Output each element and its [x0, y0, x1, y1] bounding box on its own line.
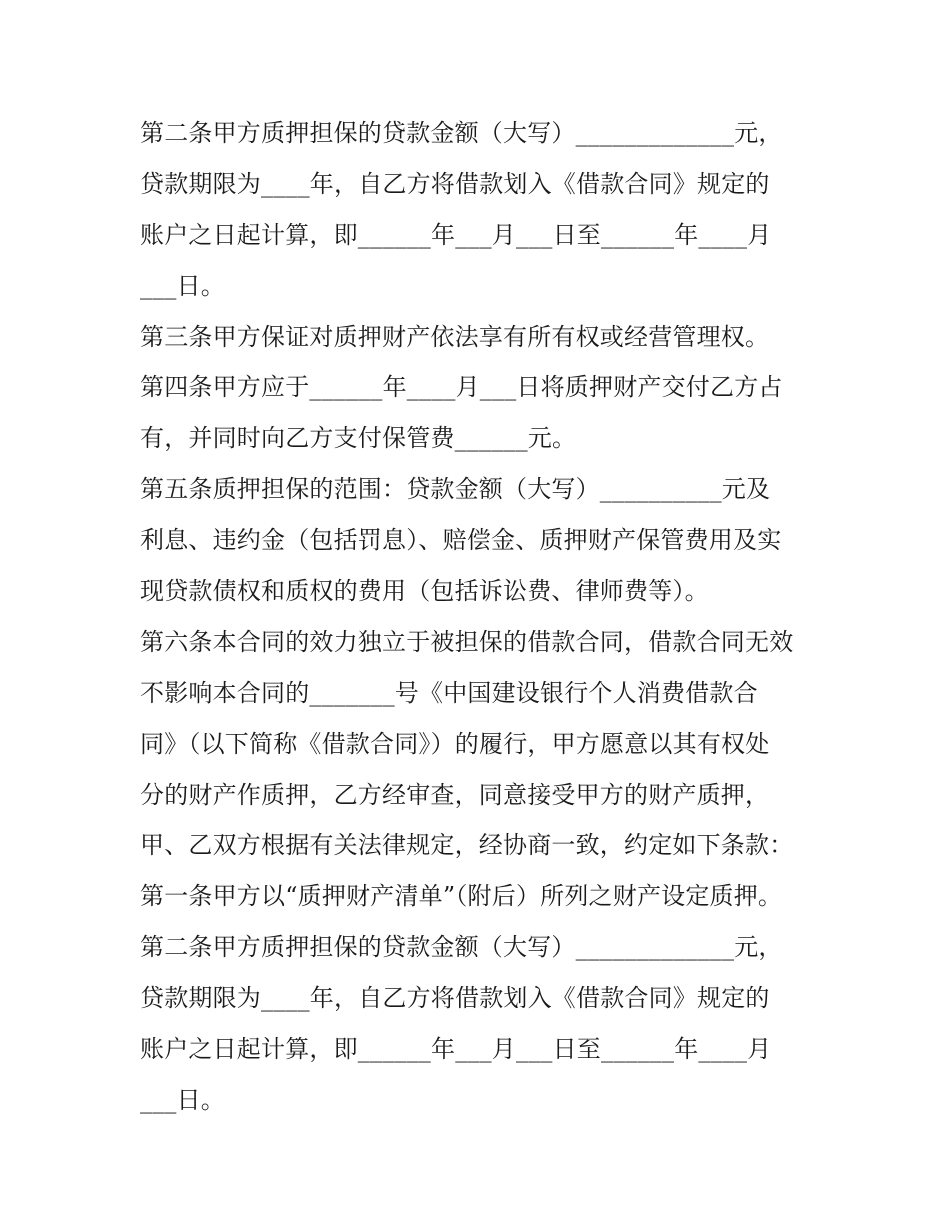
text-line: 第四条甲方应于______年____月___日将质押财产交付乙方占 — [140, 373, 783, 402]
text-line: 有，并同时向乙方支付保管费______元。 — [140, 424, 577, 453]
text-line: 账户之日起计算，即______年___月___日至______年____月 — [140, 220, 772, 249]
text-line: ___日。 — [140, 271, 225, 300]
text-line: 分的财产作质押，乙方经审查，同意接受甲方的财产质押， — [140, 780, 770, 809]
text-line: ___日。 — [140, 1085, 225, 1114]
text-line: 甲、乙双方根据有关法律规定，经协商一致，约定如下条款： — [140, 831, 794, 860]
text-line: 现贷款债权和质权的费用（包括诉讼费、律师费等）。 — [140, 577, 709, 606]
text-line: 第二条甲方质押担保的贷款金额（大写）_____________元， — [140, 933, 783, 962]
text-line: 第三条甲方保证对质押财产依法享有所有权或经营管理权。 — [140, 322, 770, 351]
text-line: 第一条甲方以“质押财产清单”（附后）所列之财产设定质押。 — [140, 882, 783, 911]
text-line: 第六条本合同的效力独立于被担保的借款合同，借款合同无效 — [140, 627, 794, 656]
text-line: 同》（以下简称《借款合同》）的履行，甲方愿意以其有权处 — [140, 729, 770, 758]
text-line: 第二条甲方质押担保的贷款金额（大写）_____________元， — [140, 119, 783, 147]
text-line: 贷款期限为____年，自乙方将借款划入《借款合同》规定的 — [140, 984, 770, 1013]
text-line: 账户之日起计算，即______年___月___日至______年____月 — [140, 1035, 772, 1064]
text-line: 利息、违约金（包括罚息）、赔偿金、质押财产保管费用及实 — [140, 526, 782, 555]
text-line: 第五条质押担保的范围：贷款金额（大写）__________元及 — [140, 475, 771, 504]
document-body — [140, 108, 820, 1126]
text-line: 贷款期限为____年，自乙方将借款划入《借款合同》规定的 — [140, 169, 770, 198]
text-line: 不影响本合同的_______号《中国建设银行个人消费借款合 — [140, 678, 758, 707]
